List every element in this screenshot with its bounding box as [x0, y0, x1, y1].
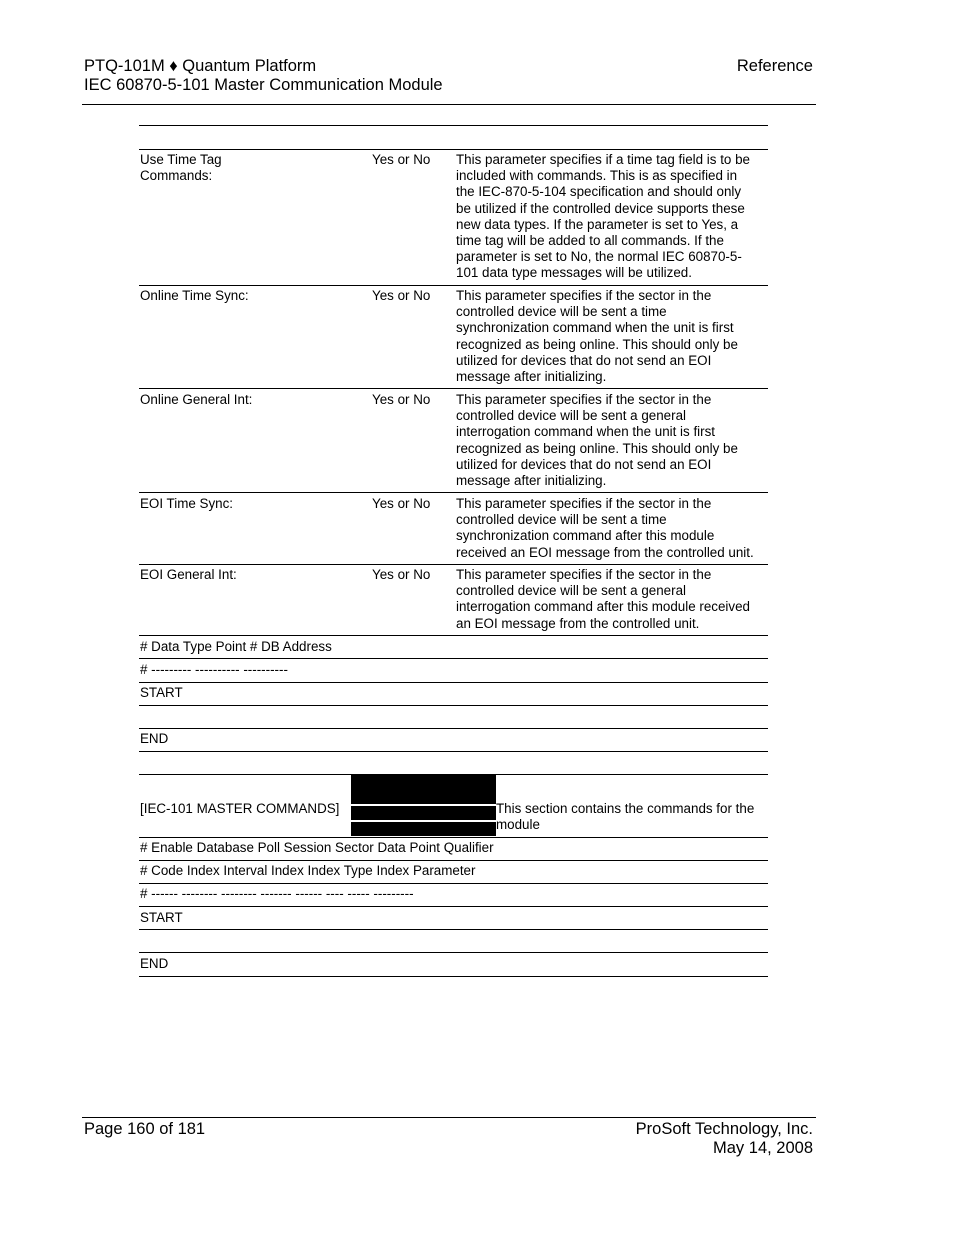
table-rule — [139, 492, 768, 493]
header-title-line1: PTQ-101M ♦ Quantum Platform — [84, 57, 317, 75]
param-description: This parameter specifies if the sector in the controlled device will be sent a time synchronization command after this module received an EOI message from the controlled unit. — [456, 496, 754, 560]
header-title-line2: IEC 60870-5-101 Master Communication Module — [84, 76, 443, 94]
param-name-use-time-tag-cont: Commands: — [140, 168, 213, 183]
command-header-2: # Code Index Interval Index Index Type Index Parameter — [140, 863, 476, 878]
table-rule — [139, 929, 768, 930]
table-rule — [139, 883, 768, 884]
table-rule — [139, 837, 768, 838]
table-rule — [139, 388, 768, 389]
footer-date: May 14, 2008 — [713, 1139, 813, 1157]
table-rule — [139, 728, 768, 729]
section-name: [IEC-101 MASTER COMMANDS] — [140, 801, 340, 816]
param-name-eoi-general-int: EOI General Int: — [140, 567, 237, 582]
table-rule — [139, 751, 768, 752]
param-description: This parameter specifies if the sector in the controlled device will be sent a time synchronization command when the unit is first recognized as being online. This should only be utilized for devices that do not send an EOI message after initializing. — [456, 288, 738, 385]
end-marker: END — [140, 956, 169, 971]
table-rule — [139, 658, 768, 659]
table-rule — [139, 149, 768, 150]
table-rule — [139, 952, 768, 953]
end-marker: END — [140, 731, 169, 746]
param-value: Yes or No — [372, 392, 431, 407]
black-block — [351, 822, 496, 836]
param-description: This parameter specifies if a time tag field is to be included with commands. This is as specified in the IEC-870-5-104 specification and should only be utilized if the controlled device supports these new data types. If the parameter is set to Yes, a time tag will be added to all commands. If the parameter is set to No, the normal IEC 60870-5- 101 data type messages will be utilized. — [456, 152, 750, 281]
table-rule — [139, 976, 768, 977]
param-name-online-time-sync: Online Time Sync: — [140, 288, 249, 303]
data-type-header: # Data Type Point # DB Address — [140, 639, 332, 654]
start-marker: START — [140, 910, 183, 925]
table-rule — [139, 682, 768, 683]
header-section: Reference — [736, 57, 813, 75]
start-marker: START — [140, 685, 183, 700]
param-description: This parameter specifies if the sector in the controlled device will be sent a general interrogation command after this module received an EOI message from the controlled unit. — [456, 567, 750, 631]
black-block — [351, 806, 496, 820]
command-header-1: # Enable Database Poll Session Sector Data Point Qualifier — [140, 840, 494, 855]
footer-rule — [82, 1117, 816, 1118]
param-description: This parameter specifies if the sector in the controlled device will be sent a general interrogation command when the unit is first recognized as being online. This should only be utilized for devices that do not send an EOI message after initializing. — [456, 392, 738, 489]
command-dashes: # ------ -------- -------- ------- ------ ---- ----- --------- — [140, 886, 414, 901]
param-name-eoi-time-sync: EOI Time Sync: — [140, 496, 234, 511]
table-rule — [139, 125, 768, 126]
param-value: Yes or No — [372, 567, 431, 582]
table-rule — [139, 705, 768, 706]
param-name-online-general-int: Online General Int: — [140, 392, 253, 407]
table-rule — [139, 635, 768, 636]
param-value: Yes or No — [372, 152, 431, 167]
footer-company: ProSoft Technology, Inc. — [635, 1120, 813, 1138]
table-rule — [139, 285, 768, 286]
table-rule — [139, 564, 768, 565]
data-type-dashes: # --------- ---------- ---------- — [140, 662, 288, 677]
page-number: Page 160 of 181 — [84, 1120, 206, 1138]
param-value: Yes or No — [372, 288, 431, 303]
black-block — [351, 775, 496, 804]
param-value: Yes or No — [372, 496, 431, 511]
param-name-use-time-tag: Use Time Tag — [140, 152, 222, 167]
header-rule — [82, 104, 816, 105]
table-rule — [139, 860, 768, 861]
table-rule — [139, 906, 768, 907]
section-description: This section contains the commands for the module — [496, 801, 755, 833]
